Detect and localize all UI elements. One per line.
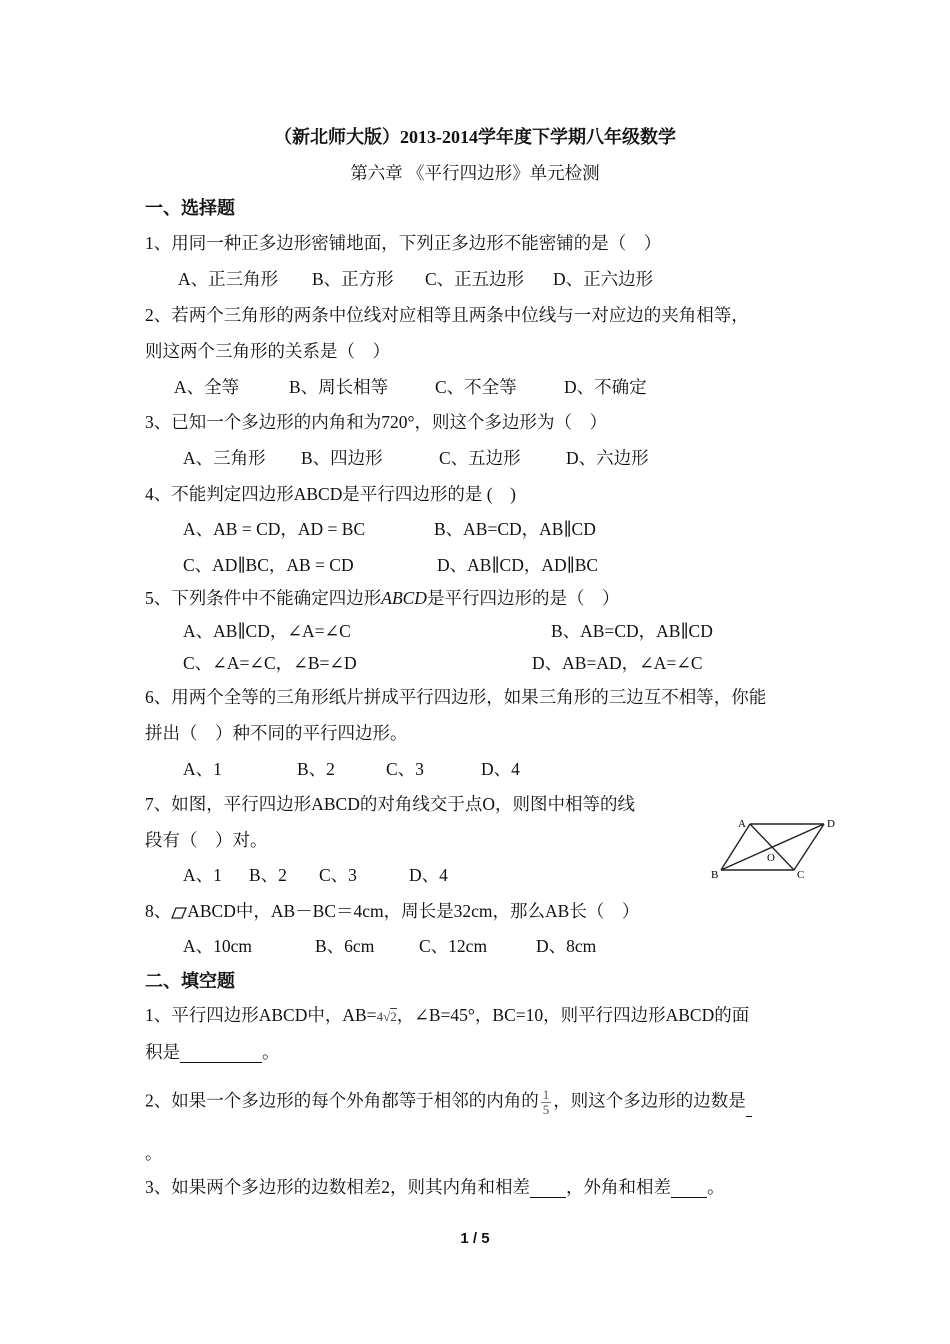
q7-option-c: C、3	[319, 865, 357, 885]
q3-option-d: D、六边形	[566, 448, 649, 468]
q5-option-b: B、AB=CD，AB∥CD	[551, 621, 713, 641]
q7-stem-line2: 段有（ ）对。	[145, 830, 268, 850]
q8-option-a: A、10cm	[183, 936, 253, 956]
f3-stem	[145, 1176, 725, 1198]
page-subtitle: 第六章 《平行四边形》单元检测	[350, 163, 600, 183]
q8-stem	[145, 900, 639, 922]
q3-option-b: B、四边形	[301, 448, 383, 468]
fraction-one-fifth	[541, 1088, 552, 1117]
f1-stem-line2	[145, 1041, 280, 1063]
q7-option-d: D、4	[409, 865, 448, 885]
fraction-numerator: 1	[542, 1087, 550, 1102]
f3-end: 。	[707, 1177, 725, 1197]
q3-option-c: C、五边形	[439, 448, 521, 468]
f3-pre: 3、如果两个多边形的边数相差2，则其内角和相差	[145, 1177, 530, 1197]
sqrt-radicand: 2	[390, 1009, 397, 1024]
q5-option-c: C、∠A=∠C，∠B=∠D	[183, 653, 357, 673]
q2-stem-line1: 2、若两个三角形的两条中位线对应相等且两条中位线与一对应边的夹角相等，	[145, 305, 749, 325]
f3-answer-blank-1[interactable]	[530, 1179, 566, 1198]
q8-option-b: B、6cm	[315, 936, 375, 956]
q2-option-c: C、不全等	[435, 377, 517, 397]
q7-option-a: A、1	[183, 865, 222, 885]
f2-post: ，则这个多边形的边数是	[553, 1090, 746, 1111]
q1-option-b: B、正方形	[312, 269, 394, 289]
f2-pre: 2、如果一个多边形的每个外角都等于相邻的内角的	[145, 1090, 539, 1111]
f2-answer-blank[interactable]	[746, 1098, 752, 1117]
q5-stem-em: ABCD	[381, 588, 427, 608]
q5-stem-post: 是平行四边形的是（ ）	[426, 588, 620, 608]
q5-stem	[145, 587, 619, 609]
section-choice-heading: 一、选择题	[145, 198, 235, 219]
q8-option-c: C、12cm	[419, 936, 488, 956]
q2-stem-line2: 则这两个三角形的关系是（ ）	[145, 341, 390, 361]
parallelogram-symbol-icon	[171, 906, 187, 920]
figure-label-c: C	[797, 869, 805, 881]
sqrt-coefficient: 4	[376, 1009, 384, 1024]
figure-label-a: A	[738, 818, 746, 830]
q5-stem-pre: 5、下列条件中不能确定四边形	[145, 588, 382, 608]
sqrt-expression: 4√2	[376, 1009, 397, 1024]
q3-stem: 3、已知一个多边形的内角和为720°，则这个多边形为（ ）	[145, 412, 607, 432]
f1-end: 。	[262, 1042, 280, 1062]
q1-option-a: A、正三角形	[178, 269, 279, 289]
q4-option-c: C、AD∥BC，AB = CD	[183, 555, 354, 575]
figure-label-b: B	[711, 869, 719, 881]
q1-stem: 1、用同一种正多边形密铺地面，下列正多边形不能密铺的是（ ）	[145, 233, 662, 253]
f1-line2: 积是	[145, 1042, 180, 1062]
parallelogram-figure	[708, 814, 848, 884]
f3-mid: ，外角和相差	[566, 1177, 671, 1197]
page-title: （新北师大版）2013-2014学年度下学期八年级数学	[274, 127, 676, 147]
f1-answer-blank[interactable]	[180, 1044, 262, 1063]
section-fill-heading: 二、填空题	[145, 971, 235, 992]
q2-option-d: D、不确定	[564, 377, 647, 397]
q6-option-b: B、2	[297, 759, 335, 779]
q2-option-b: B、周长相等	[289, 377, 389, 397]
q7-option-b: B、2	[249, 865, 287, 885]
f2-stem-line1	[145, 1088, 752, 1117]
q8-number: 8、	[145, 901, 172, 921]
fraction-denominator: 5	[542, 1102, 550, 1117]
q6-option-d: D、4	[481, 759, 520, 779]
f1-stem-line1	[145, 1004, 749, 1028]
f1-pre: 1、平行四边形ABCD中，AB=	[145, 1005, 377, 1025]
q5-option-d: D、AB=AD，∠A=∠C	[532, 653, 703, 673]
q4-option-d: D、AB∥CD，AD∥BC	[437, 555, 599, 575]
q1-option-c: C、正五边形	[425, 269, 525, 289]
q6-option-c: C、3	[386, 759, 424, 779]
page-number: 1 / 5	[460, 1230, 490, 1247]
q8-option-d: D、8cm	[536, 936, 597, 956]
f1-post: ，∠B=45°，BC=10，则平行四边形ABCD的面	[396, 1005, 750, 1025]
f2-stem-line2: 。	[145, 1143, 163, 1163]
q4-option-b: B、AB=CD，AB∥CD	[434, 519, 596, 539]
q7-stem-line1: 7、如图，平行四边形ABCD的对角线交于点O，则图中相等的线	[145, 794, 636, 814]
f3-answer-blank-2[interactable]	[671, 1179, 707, 1198]
q6-option-a: A、1	[183, 759, 222, 779]
q3-option-a: A、三角形	[183, 448, 266, 468]
figure-label-d: D	[827, 818, 835, 830]
figure-label-o: O	[767, 852, 775, 864]
q2-option-a: A、全等	[174, 377, 240, 397]
q5-option-a: A、AB∥CD，∠A=∠C	[183, 621, 351, 641]
q6-stem-line2: 拼出（ ）种不同的平行四边形。	[145, 723, 408, 743]
q1-option-d: D、正六边形	[553, 269, 654, 289]
q4-stem: 4、不能判定四边形ABCD是平行四边形的是 ( )	[145, 484, 516, 504]
q6-stem-line1: 6、用两个全等的三角形纸片拼成平行四边形，如果三角形的三边互不相等，你能	[145, 687, 767, 707]
q8-stem-text: ABCD中，AB－BC＝4cm，周长是32cm，那么AB长（ ）	[187, 901, 640, 921]
q4-option-a: A、AB = CD，AD = BC	[183, 519, 366, 539]
